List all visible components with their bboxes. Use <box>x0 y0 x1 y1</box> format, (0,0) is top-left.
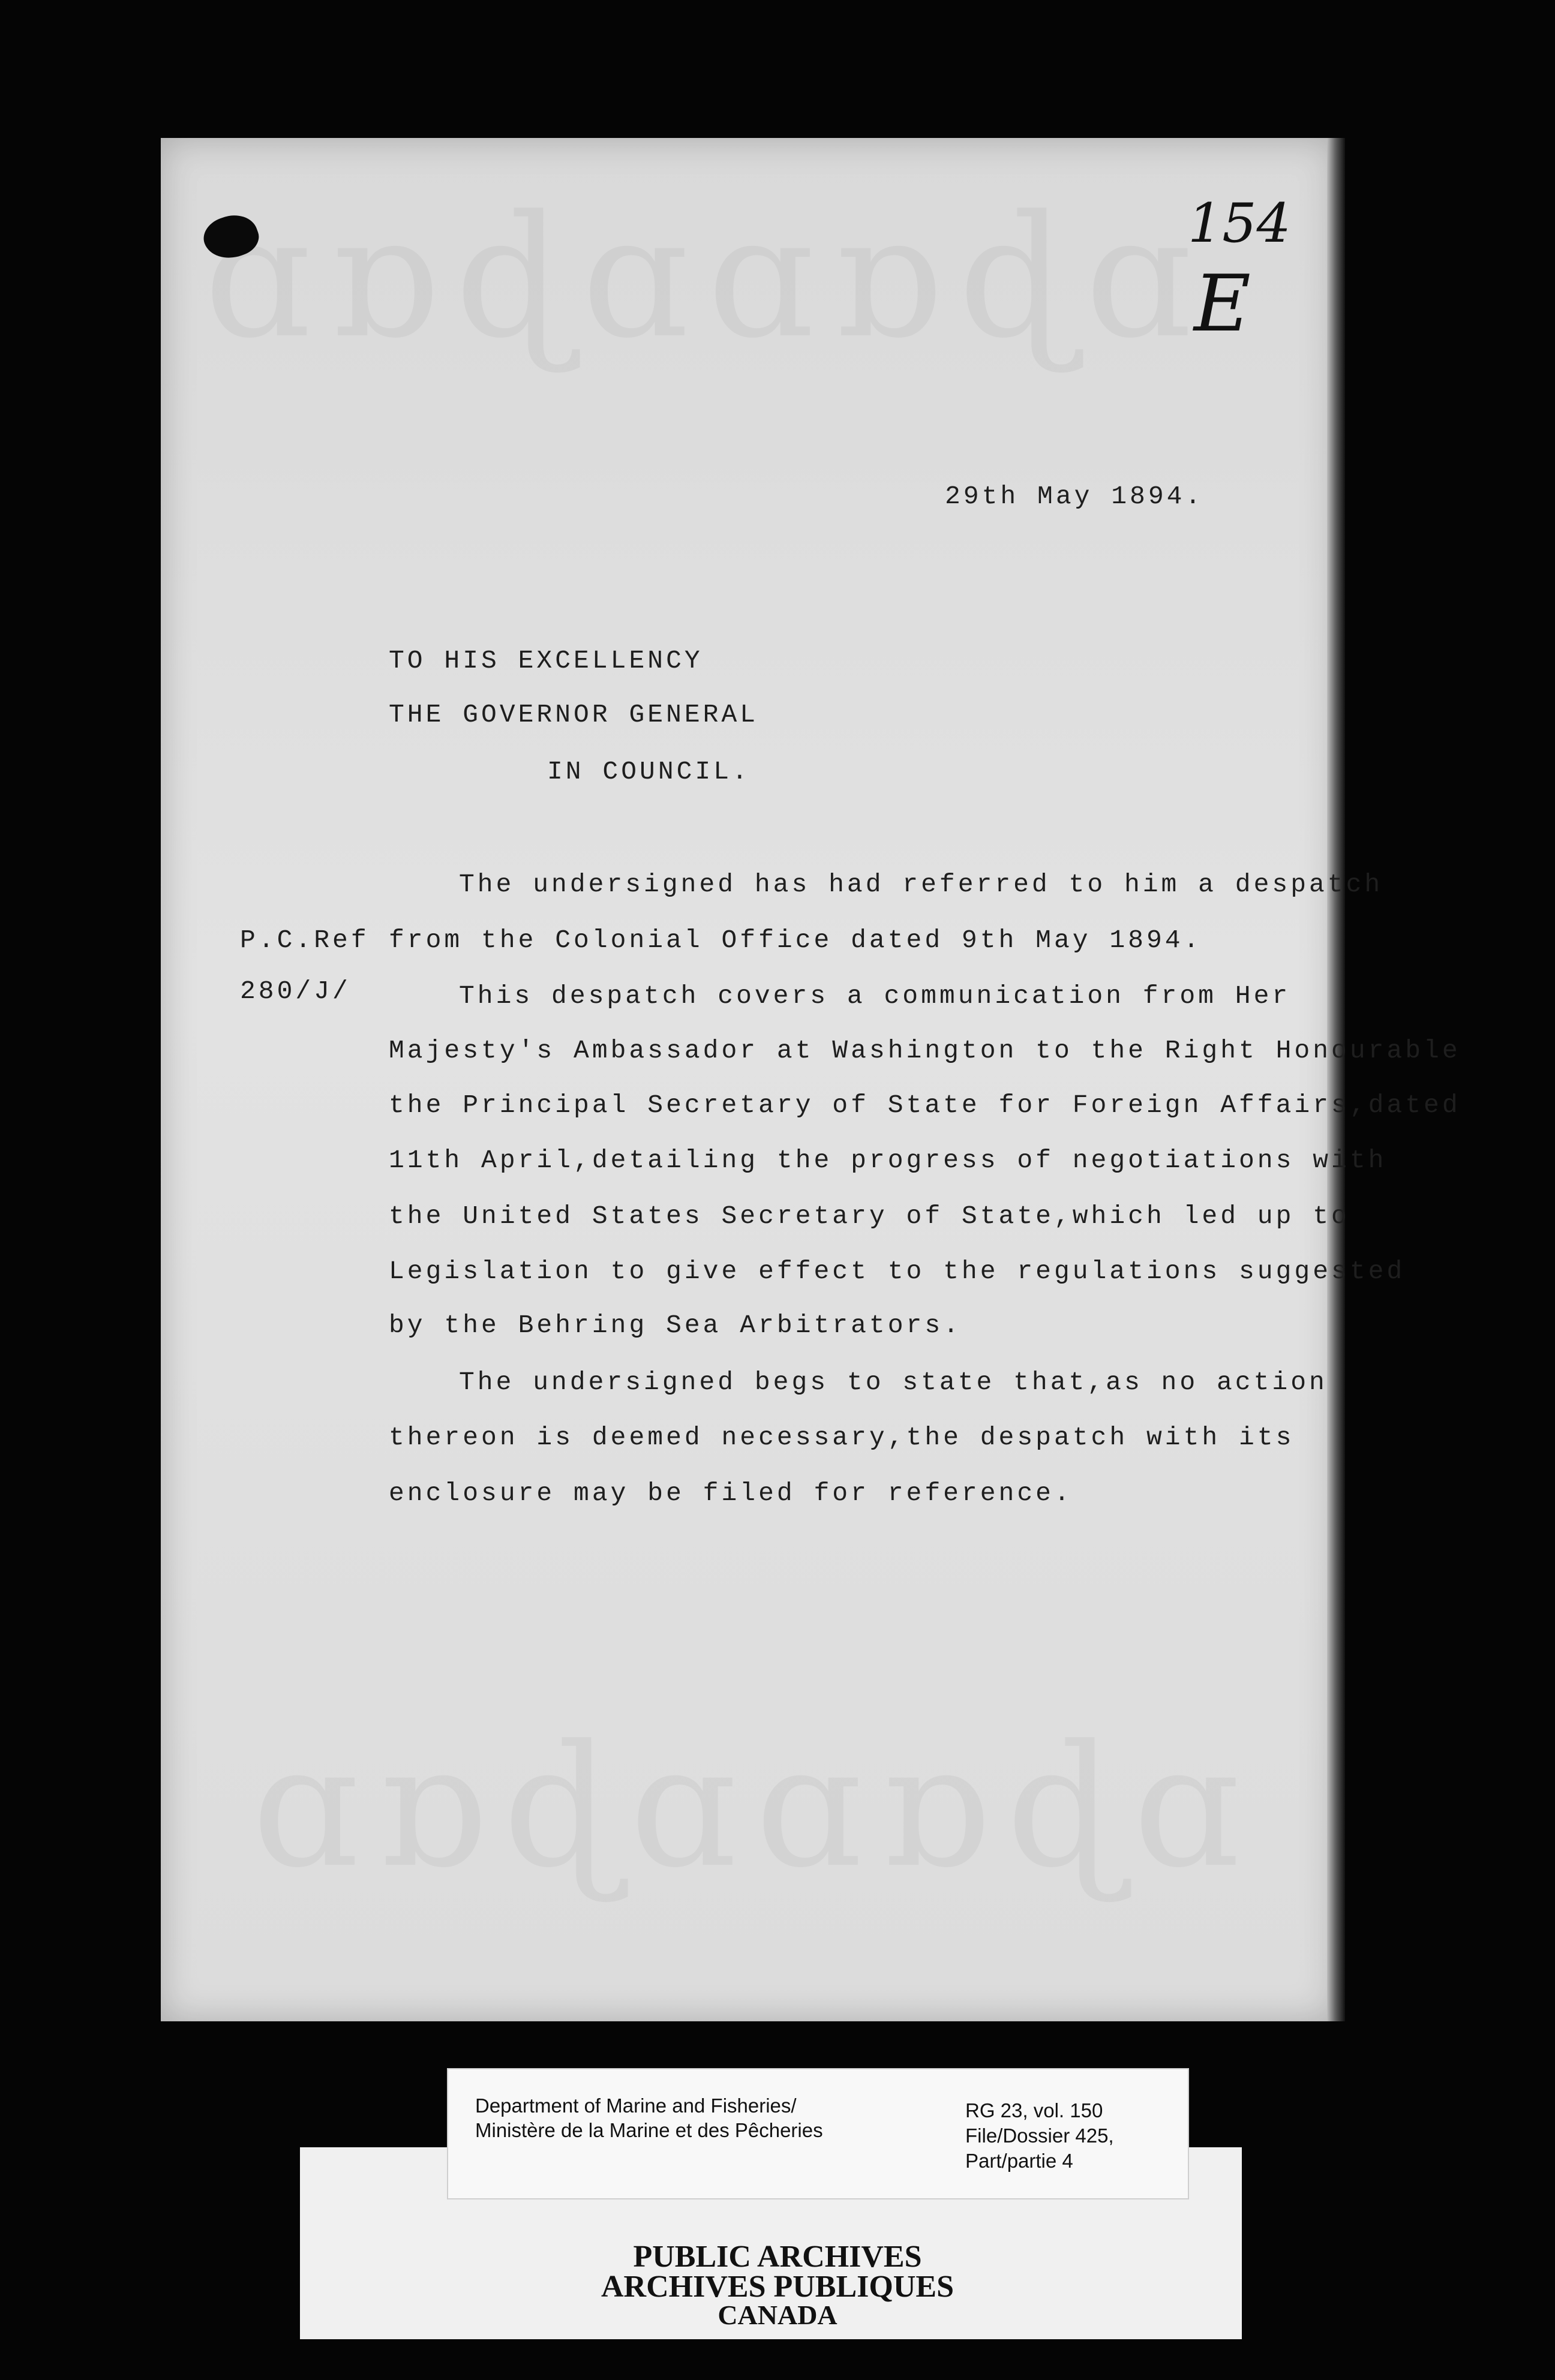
margin-reference: 280/J/ <box>240 976 351 1006</box>
address-line: THE GOVERNOR GENERAL <box>389 700 759 729</box>
body-line: This despatch covers a communication from Her <box>459 981 1291 1011</box>
folio-mark: E <box>1194 258 1251 349</box>
margin-reference: P.C.Ref <box>240 925 370 955</box>
body-line: The undersigned has had referred to him a despatch <box>459 870 1383 899</box>
address-line: TO HIS EXCELLENCY <box>389 646 703 675</box>
archive-label <box>447 2068 1189 2199</box>
body-line: from the Colonial Office dated 9th May 1894. <box>389 925 1202 955</box>
department-name: Department of Marine and Fisheries/ <box>475 2094 797 2117</box>
department-name: Ministère de la Marine et des Pêcheries <box>475 2119 823 2141</box>
archive-reference: File/Dossier 425, <box>965 2124 1114 2147</box>
body-line: enclosure may be filed for reference. <box>389 1479 1073 1508</box>
body-line: 11th April,detailing the progress of negotiations with <box>389 1146 1387 1175</box>
archive-stamp-line: ARCHIVES PUBLIQUES <box>601 2270 954 2304</box>
archive-reference: Part/partie 4 <box>965 2150 1073 2172</box>
archive-stamp-line: PUBLIC ARCHIVES <box>633 2240 922 2274</box>
archive-stamp-line: CANADA <box>718 2300 837 2330</box>
body-line: by the Behring Sea Arbitrators. <box>389 1311 962 1340</box>
body-line: Legislation to give effect to the regulations suggested <box>389 1257 1406 1286</box>
letterhead-watermark-top <box>204 180 1211 375</box>
body-line: thereon is deemed necessary,the despatch with its <box>389 1423 1295 1452</box>
body-line: the Principal Secretary of State for Foreign Affairs,dated <box>389 1090 1461 1120</box>
letterhead-watermark-bottom <box>252 1709 1259 1905</box>
address-line: IN COUNCIL. <box>547 757 751 786</box>
folio-number: 154 <box>1188 192 1291 255</box>
body-line: The undersigned begs to state that,as no action <box>459 1368 1328 1397</box>
body-line: the United States Secretary of State,which led up to <box>389 1201 1350 1231</box>
archive-reference: RG 23, vol. 150 <box>965 2099 1103 2121</box>
body-line: Majesty's Ambassador at Washington to the Right Honourable <box>389 1036 1461 1065</box>
letter-date: 29th May 1894. <box>945 482 1204 511</box>
sheet-edge-shadow <box>1327 138 1345 2021</box>
